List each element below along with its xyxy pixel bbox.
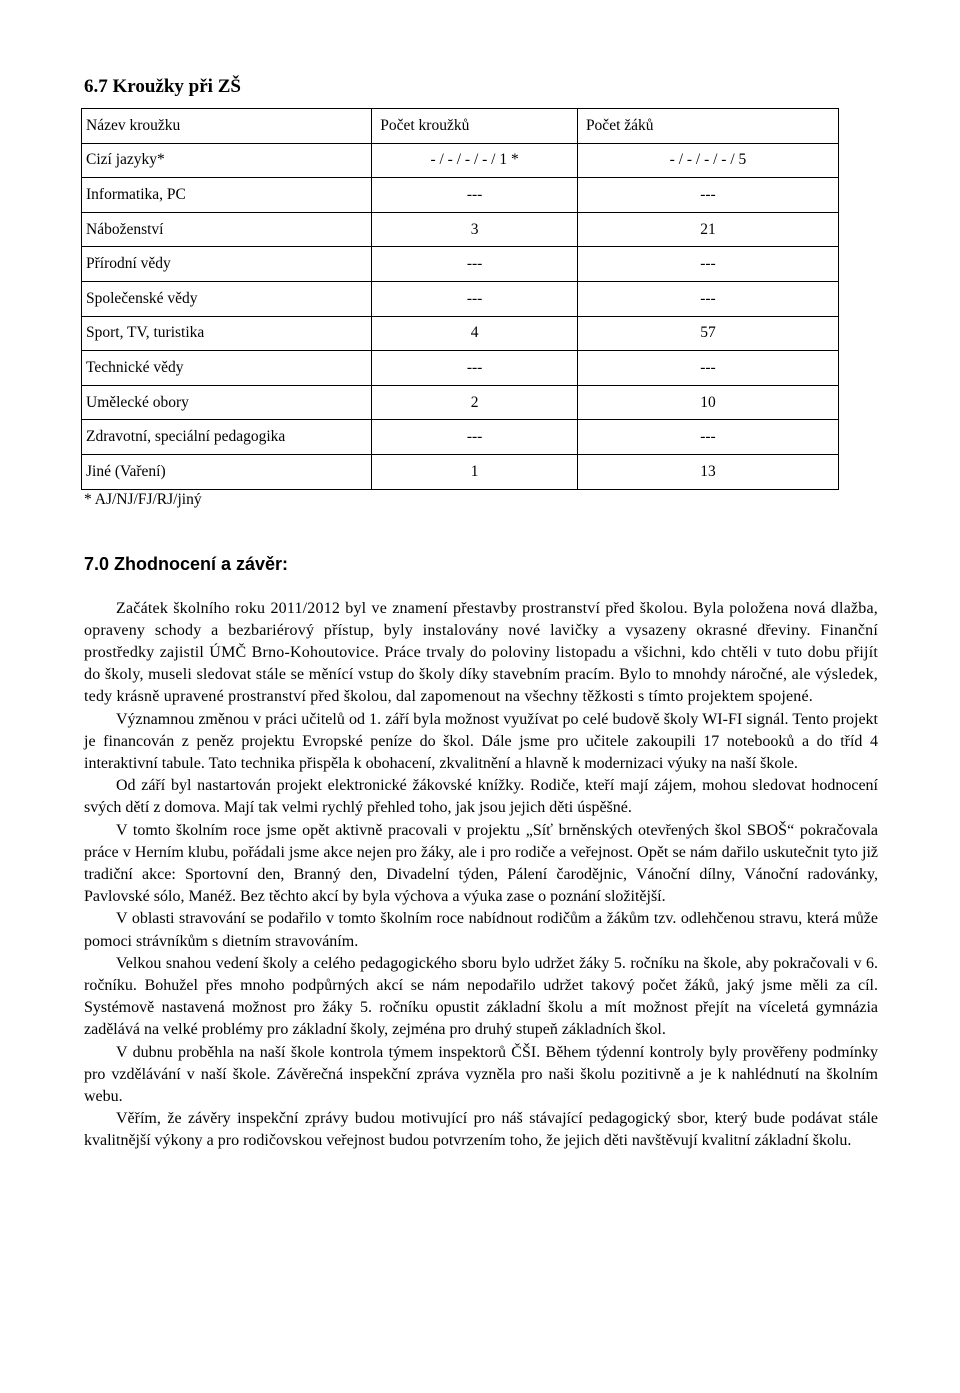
paragraph: V dubnu proběhla na naší škole kontrola týmem inspektorů ČŠI. Během týdenní kontroly byly prověřeny podmínky pro vzdělávání v naší škole. Závěrečná inspekční zpráva vyzněla pro naši školu pozitivně a je k nahlédnutí na školním webu. xyxy=(84,1043,878,1105)
club-name-cell: Jiné (Vaření) xyxy=(82,454,372,489)
paragraph: V oblasti stravování se podařilo v tomto školním roce nabídnout rodičům a žákům tzv. odlehčenou stravu, která může pomoci strávníkům s dietním stravováním. xyxy=(84,910,878,950)
club-count-cell: - / - / - / - / 1 * xyxy=(372,143,578,178)
club-count-cell: 1 xyxy=(372,454,578,489)
club-count-cell: --- xyxy=(372,247,578,282)
table-row xyxy=(82,454,839,489)
club-count-cell: --- xyxy=(372,178,578,213)
club-name-cell: Informatika, PC xyxy=(82,178,372,213)
pupil-count-cell: --- xyxy=(577,351,838,386)
club-count-cell: --- xyxy=(372,351,578,386)
pupil-count-cell: --- xyxy=(577,247,838,282)
column-header-pupil-count: Počet žáků xyxy=(577,109,838,144)
section-title: 6.7 Kroužky při ZŠ xyxy=(84,76,241,97)
pupil-count-cell: - / - / - / - / 5 xyxy=(577,143,838,178)
conclusion-heading: 7.0 Zhodnocení a závěr: xyxy=(84,553,289,574)
club-count-cell: 2 xyxy=(372,385,578,420)
club-name-cell: Náboženství xyxy=(82,212,372,247)
table-row xyxy=(82,247,839,282)
table-row xyxy=(82,316,839,351)
club-name-cell: Technické vědy xyxy=(82,351,372,386)
table-row xyxy=(82,385,839,420)
pupil-count-cell: --- xyxy=(577,420,838,455)
table-header-row xyxy=(82,109,839,144)
table-row xyxy=(82,351,839,386)
pupil-count-cell: --- xyxy=(577,281,838,316)
paragraph: Velkou snahou vedení školy a celého pedagogického sboru bylo udržet žáky 5. ročníku na škole, aby pokračovali v 6. ročníku. Bohužel přes mnoho podpůrných akcí se nám nepodařilo udržet takový počet žáků, jaký jsme měli za cíl. Systémově nastavená možnost pro žáky 5. ročníku opustit základní školu a mít možnost přejít na víceletá gymnázia zadělává na velké problémy pro základní školy, zejména pro druhý stupeň základních škol. xyxy=(84,954,878,1039)
paragraph: Věřím, že závěry inspekční zprávy budou motivující pro náš stávající pedagogický sbor, který bude podávat stále kvalitnější výkony a pro rodičovskou veřejnost budou potvrzením toho, že jejich děti navštěvují kvalitní základní školu. xyxy=(84,1110,878,1150)
club-count-cell: 4 xyxy=(372,316,578,351)
pupil-count-cell: 57 xyxy=(577,316,838,351)
pupil-count-cell: 13 xyxy=(577,454,838,489)
table-row xyxy=(82,420,839,455)
column-header-club-count: Počet kroužků xyxy=(372,109,578,144)
club-name-cell: Cizí jazyky* xyxy=(82,143,372,178)
pupil-count-cell: --- xyxy=(577,178,838,213)
table-footnote: * AJ/NJ/FJ/RJ/jiný xyxy=(84,490,202,508)
club-count-cell: --- xyxy=(372,420,578,455)
paragraph: Od září byl nastartován projekt elektronické žákovské knížky. Rodiče, kteří mají zájem, mohou sledovat hodnocení svých dětí z domova. Mají tak velmi rychlý přehled toho, jak jsou jejich děti úspěšné. xyxy=(84,777,878,817)
table-row xyxy=(82,212,839,247)
document-page xyxy=(84,74,878,1153)
column-header-club-name: Název kroužku xyxy=(82,109,372,144)
club-name-cell: Přírodní vědy xyxy=(82,247,372,282)
paragraph: Významnou změnou v práci učitelů od 1. září byla možnost využívat po celé budově školy WI-FI signál. Tento projekt je financován z peněz projektu Evropské peníze do škol. Dále jsme pro učitele zakoupili 17 notebooků a do tříd 4 interaktivní tabule. Tato technika přispěla k obohacení, zkvalitnění a hlavně k modernizaci výuky na naší škole. xyxy=(84,710,878,772)
club-name-cell: Zdravotní, speciální pedagogika xyxy=(82,420,372,455)
pupil-count-cell: 21 xyxy=(577,212,838,247)
table-row xyxy=(82,281,839,316)
club-name-cell: Společenské vědy xyxy=(82,281,372,316)
paragraph: Začátek školního roku 2011/2012 byl ve znamení přestavby prostranství před školou. Byla položena nová dlažba, opraveny schody a bezbariérový přístup, byly instalovány nové lavičky a vysazeny okrasné dřeviny. Finanční prostředky zajistil ÚMČ Brno-Kohoutovice. Práce trvaly do poloviny listopadu a všichni, kdo chtěli v tuto dobu přijít do školy, museli sledovat stále se měnící vstup do školy díky stavebním pracím. Bylo to mnohdy náročné, ale výsledek, tedy krásně upravené prostranství před školou, dal zapomenout na všechny těžkosti s tímto projektem spojené. xyxy=(84,599,878,706)
club-name-cell: Sport, TV, turistika xyxy=(82,316,372,351)
pupil-count-cell: 10 xyxy=(577,385,838,420)
clubs-table xyxy=(81,108,839,490)
paragraph: V tomto školním roce jsme opět aktivně pracovali v projektu „Síť brněnských otevřených škol SBOŠ“ pokračovala práce v Herním klubu, pořádali jsme akce nejen pro žáky, ale i pro rodiče a veřejnost. Opět se nám dařilo uskutečnit tyto již tradiční akce: Sportovní den, Branný den, Divadelní týden, Pálení čarodějnic, Vánoční dílny, Vánoční radovánky, Pavlovské sólo, Manéž. Bez těchto akcí by byla výchova a výuka zase o poznání složitější. xyxy=(84,821,878,906)
conclusion-body xyxy=(84,598,878,1153)
club-count-cell: --- xyxy=(372,281,578,316)
table-row xyxy=(82,143,839,178)
club-name-cell: Umělecké obory xyxy=(82,385,372,420)
club-count-cell: 3 xyxy=(372,212,578,247)
table-row xyxy=(82,178,839,213)
